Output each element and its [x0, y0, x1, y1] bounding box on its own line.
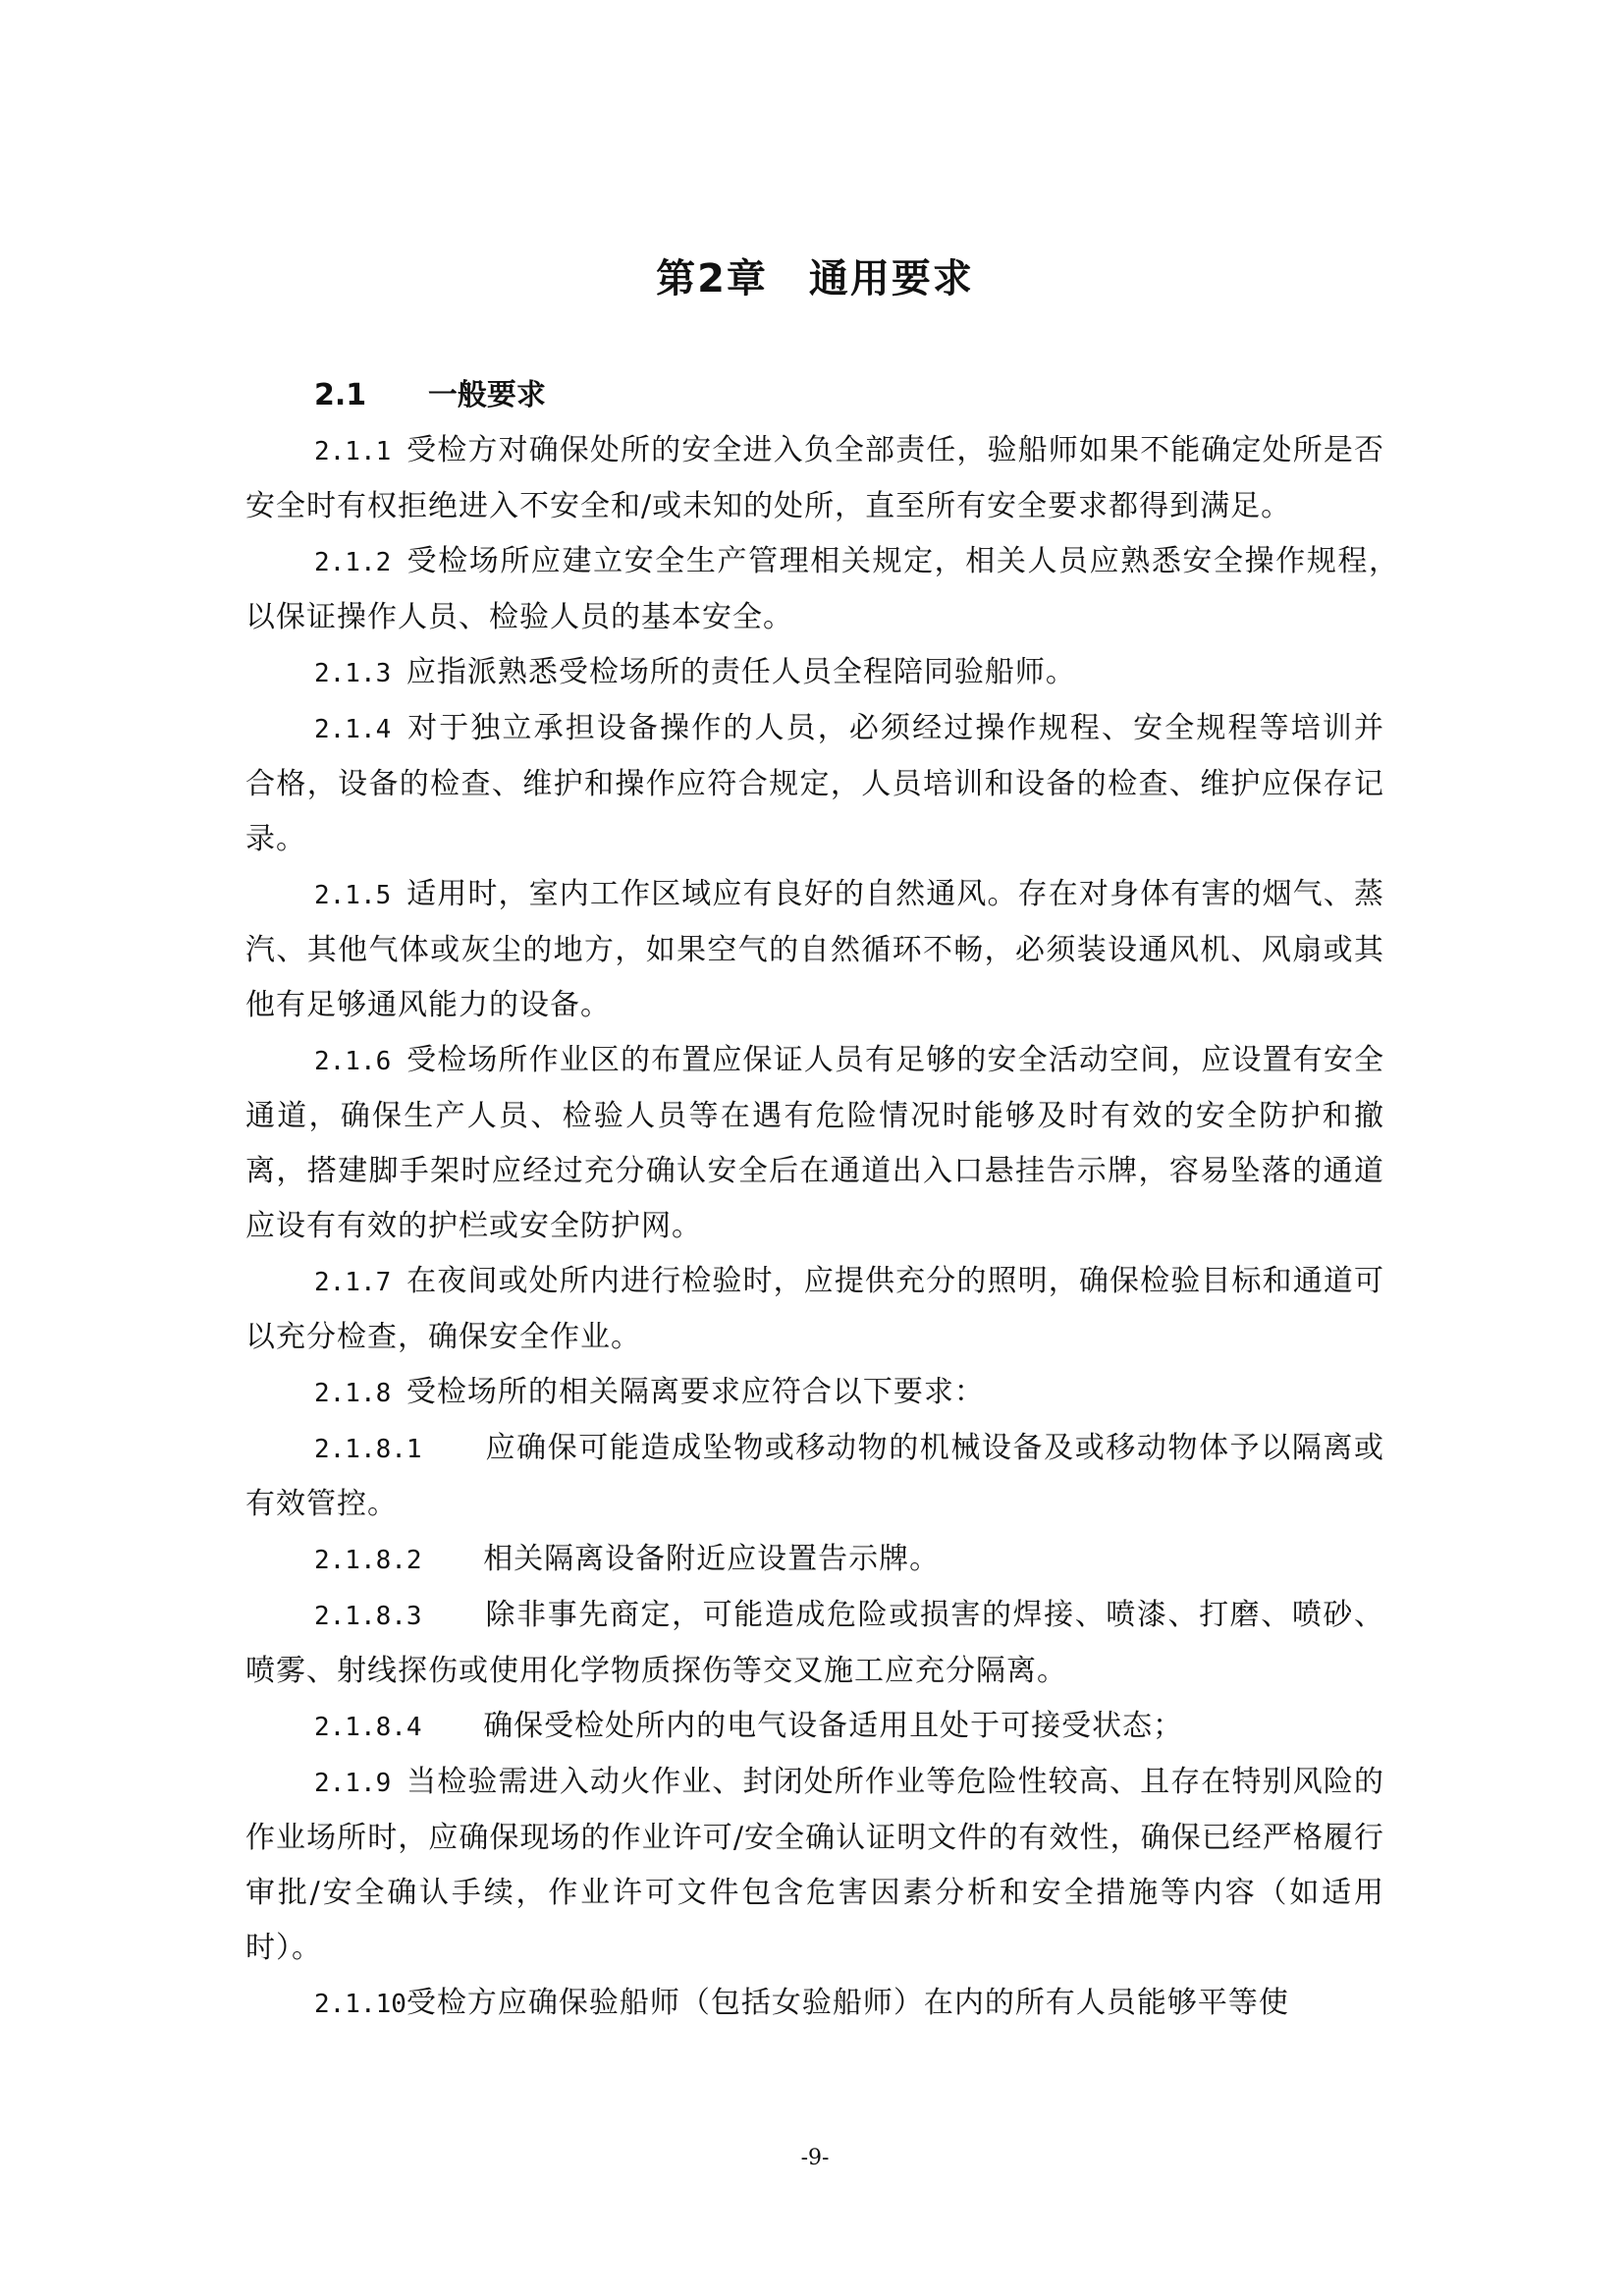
clause-number: 2.1.9: [314, 1769, 407, 1798]
clause-text: 对于独立承担设备操作的人员，必须经过操作规程、安全规程等培训并 合格，设备的检查、维护和操作应符合规定，人员培训和设备的检查、维护应保存记录。: [245, 711, 1416, 856]
clause-text: 受检场所作业区的布置应保证人员有足够的安全活动空间，应设置有安全通道，确保生产人员、检验人员等在遇有危险情况时能够及时有效的安全防护和撤离，搭建脚手架时应经过充分确认安全后在通道出入口悬挂告示牌，容易坠落的通道应设有有效的护栏或安全防护网。: [245, 1043, 1385, 1243]
clause-2-1-3: [245, 645, 1384, 701]
clause-2-1-7: [245, 1254, 1384, 1365]
clause-text: 受检场所应建立安全生产管理相关规定，相关人员应熟悉安全操作规程， 以保证操作人员、检验人员的基本安全。: [245, 544, 1416, 634]
page-number: -9-: [800, 2146, 830, 2170]
clause-text: 应指派熟悉受检场所的责任人员全程陪同验船师。: [406, 655, 1076, 689]
clause-number: 2.1.6: [314, 1047, 407, 1076]
clause-text: 受检方应确保验船师（包括女验船师）在内的所有人员能够平等使: [406, 1986, 1289, 2020]
section-heading: [245, 368, 1384, 423]
clause-text: 确保受检处所内的电气设备适用且处于可接受状态；: [483, 1709, 1184, 1743]
clause-2-1-10: [245, 1976, 1384, 2032]
clause-text: 当检验需进入动火作业、封闭处所作业等危险性较高、且存在特别风险的作业场所时，应确保现场的作业许可/安全确认证明文件的有效性，确保已经严格履行审批/安全确认手续，作业许可文件包含危害因素分析和安全措施等内容（如适用时）。: [245, 1765, 1385, 1965]
clause-2-1-4: [245, 701, 1416, 867]
clause-2-1-8-4: [245, 1699, 1384, 1755]
clause-number: 2.1.5: [314, 881, 407, 910]
clause-2-1-1: [245, 423, 1384, 534]
clause-text: 相关隔离设备附近应设置告示牌。: [483, 1542, 941, 1576]
section-title: 一般要求: [427, 378, 546, 412]
clause-2-1-8-2: [245, 1532, 1384, 1588]
clause-number: 2.1.4: [314, 715, 408, 744]
section-number: 2.1: [314, 378, 367, 412]
clause-number: 2.1.8: [314, 1379, 406, 1408]
clause-2-1-5: [245, 867, 1384, 1033]
clause-2-1-6: [245, 1033, 1384, 1254]
clause-number: 2.1.1: [314, 437, 407, 466]
clause-text: 适用时，室内工作区域应有良好的自然通风。存在对身体有害的烟气、蒸汽、其他气体或灰尘的地方，如果空气的自然循环不畅，必须装设通风机、风扇或其他有足够通风能力的设备。: [245, 877, 1385, 1022]
clause-number: 2.1.3: [314, 659, 406, 688]
chapter-title: 第2章 通用要求: [656, 256, 974, 301]
clause-text: 受检方对确保处所的安全进入负全部责任，验船师如果不能确定处所是否安全时有权拒绝进入不安全和/或未知的处所，直至所有安全要求都得到满足。: [245, 433, 1385, 523]
clause-number: 2.1.8.4: [314, 1713, 484, 1742]
clause-number: 2.1.2: [314, 548, 407, 577]
clause-number: 2.1.8.1: [314, 1435, 486, 1464]
clause-2-1-2: [245, 534, 1416, 645]
clause-2-1-8-1: [245, 1421, 1416, 1532]
clause-number: 2.1.10: [314, 1990, 406, 2019]
clause-2-1-9: [245, 1755, 1384, 1976]
clause-number: 2.1.8.3: [314, 1602, 486, 1631]
clause-text: 在夜间或处所内进行检验时，应提供充分的照明，确保检验目标和通道可以充分检查，确保安全作业。: [245, 1264, 1385, 1354]
clause-2-1-8: [245, 1365, 1384, 1421]
clause-number: 2.1.8.2: [314, 1546, 484, 1575]
clause-text: 受检场所的相关隔离要求应符合以下要求：: [406, 1375, 985, 1409]
clause-2-1-8-3: [245, 1588, 1384, 1699]
body-text: [245, 368, 1416, 2032]
clause-number: 2.1.7: [314, 1268, 407, 1297]
clause-text: 应确保可能造成坠物或移动物的机械设备及或移动物体予以隔离或 有效管控。: [245, 1431, 1416, 1521]
clause-text: 除非事先商定，可能造成危险或损害的焊接、喷漆、打磨、喷砂、喷雾、射线探伤或使用化学物质探伤等交叉施工应充分隔离。: [245, 1598, 1385, 1688]
